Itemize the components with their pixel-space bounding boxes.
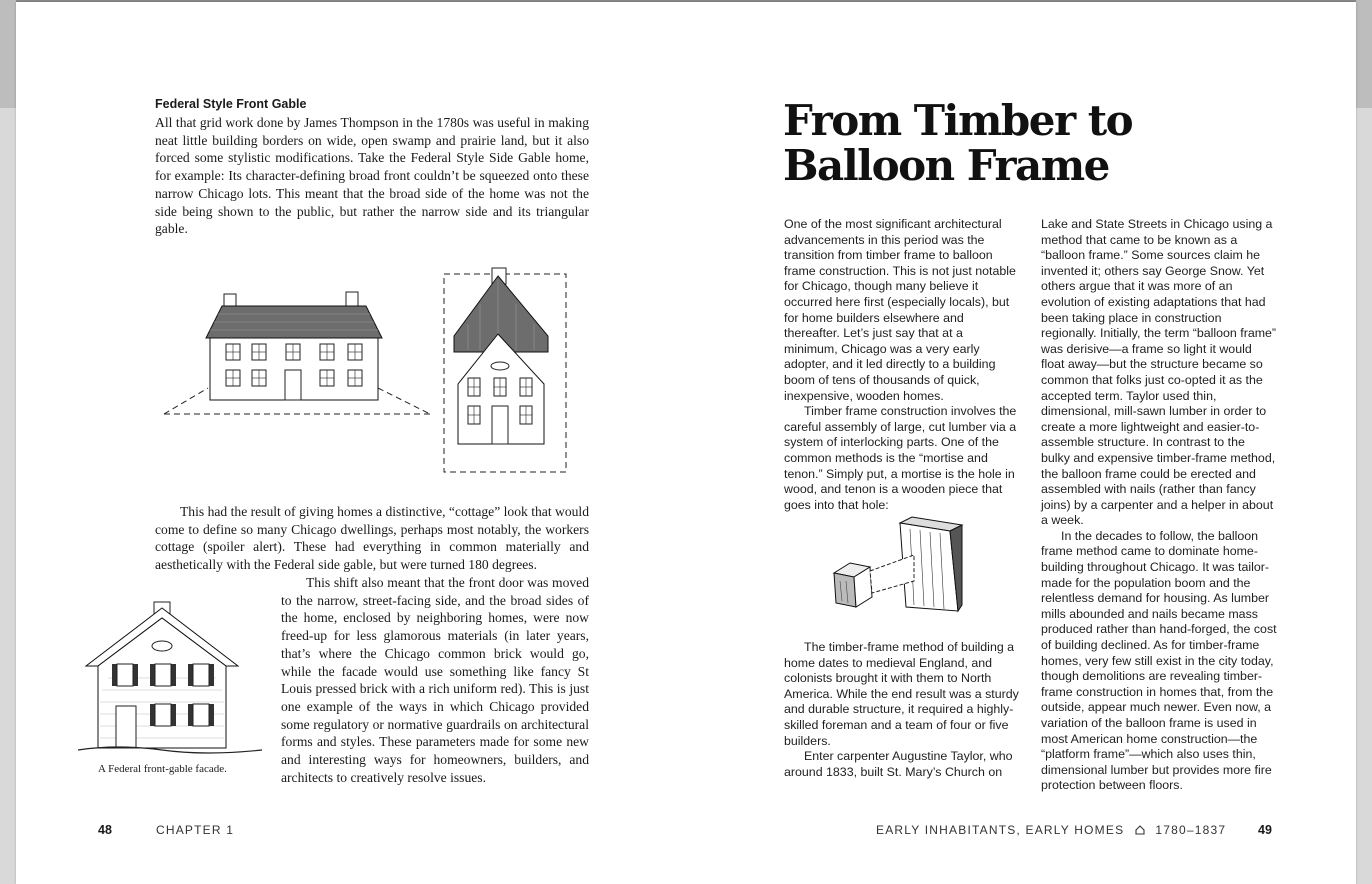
left-running-head: CHAPTER 1 xyxy=(156,823,235,837)
federal-front-gable-facade-illustration xyxy=(78,598,263,756)
col1-paragraph-3: The timber-frame method of building a home dates to medieval England, and colonists brought it with them to North America. While the end result was a sturdy and durable structure, it required a highly-skilled foreman and a team of four or five builders. xyxy=(784,640,1019,748)
col2-paragraph-2: In the decades to follow, the balloon frame method came to dominate home-building throughout Chicago. It was tailor-made for the population boom and the relentless demand for housing. As lumber mills abounded and nails became mass produced rather than hand-forged, the cost of building declined. As for timber-frame homes, very few still exist in the city today, though demolitions are revealing timber-frame construction in homes that, from the outside, appear much newer. Even now, a variation of the balloon frame is used in most American home construction—the “platform frame”—which also uses thin, dimensional lumber but provides more fire protection between floors. xyxy=(1041,528,1277,793)
left-page-number: 48 xyxy=(98,823,112,837)
col2-paragraph-1: Lake and State Streets in Chicago using a method that came to be known as a “balloon frame.” Some sources claim he invented it; others say George Snow. Yet others argue that it was more of an evolution of existing adaptations that had been taking place in construction regionally. Initially, the term “balloon frame” was derisive—a frame so light it would float away—but the structure became so common that folks just co-opted it as the accepted term. Taylor used thin, dimensional, mill-sawn lumber in order to create a more lightweight and easier-to-assemble structure. In contrast to the bulky and expensive timber-frame method, the balloon frame could be erected and assembled with nails (rather than fancy joins) by a carpenter and a helper in about a week. xyxy=(1041,217,1277,528)
right-page-number: 49 xyxy=(1258,823,1272,837)
running-head-text: EARLY INHABITANTS, EARLY HOMES xyxy=(876,823,1125,837)
front-gable-house-illustration xyxy=(440,264,570,476)
right-column-1-top xyxy=(784,217,1019,513)
left-paragraph-2: This had the result of giving homes a distinctive, “cottage” look that would come to define so many Chicago dwellings, perhaps most notably, the workers cottage (spoiler alert). These had everything in common materially and aesthetically with the Federal side gable, but were turned 180 degrees. xyxy=(155,504,589,573)
right-running-head xyxy=(876,823,1226,838)
section-subhead: Federal Style Front Gable xyxy=(155,97,307,111)
side-gable-house-illustration xyxy=(160,288,435,420)
left-paragraph-1: All that grid work done by James Thompson in the 1780s was useful in making neat little building borders on wide, open swamp and prairie land, but it also forced some stylistic modifications. Take the Federal Style Side Gable home, for example: Its character-defining broad front couldn’t be squeezed onto these narrow Chicago lots. This meant that the broad side of the home was not the side being shown to the public, but rather the narrow side and its triangular gable. xyxy=(155,115,589,237)
right-column-1-bottom xyxy=(784,640,1019,780)
running-head-dates: 1780–1837 xyxy=(1155,823,1227,837)
left-paragraph-3: This shift also meant that the front door was moved to the narrow, street-facing side, and the broad sides of the home, enclosed by neighboring homes, were now freed-up for less glamorous materials (in later years, that’s where the Chicago common brick would go, while the facade would use something like fancy St Louis pressed brick with a rich uniform red). This is just one example of the ways in which Chicago provided some regulatory or normative guardrails on architectural forms and styles. These parameters made for some new and interesting ways for homeowners, builders, and architects to creatively resolve issues. xyxy=(281,575,589,785)
title-line-2: Balloon Frame xyxy=(783,141,1109,190)
col1-paragraph-2: Timber frame construction involves the careful assembly of large, cut lumber via a system of interlocking parts. One of the common methods is the “mortise and tenon.” Simply put, a mortise is the hole in wood, and tenon is a wooden piece that goes into that hole: xyxy=(784,404,1017,512)
right-column-2 xyxy=(1041,217,1277,794)
col1-paragraph-1: One of the most significant architectural advancements in this period was the transition from timber frame to balloon frame construction. This is not just notable for Chicago, though many believe it occurred here first (especially locals), but for home builders elsewhere and thereafter. Let’s just say that at a minimum, Chicago was a very early adopter, and it led directly to a building boom of tens of thousands of quick, inexpensive, wooden homes. xyxy=(784,217,1016,403)
right-page-edge xyxy=(1356,0,1372,108)
mortise-and-tenon-illustration xyxy=(830,515,965,615)
figure-caption: A Federal front-gable facade. xyxy=(98,763,227,775)
title-line-1: From Timber to xyxy=(783,96,1133,145)
left-page-edge xyxy=(0,0,16,108)
chapter-section-title xyxy=(783,98,1132,188)
col1-paragraph-4: Enter carpenter Augustine Taylor, who around 1833, built St. Mary’s Church on xyxy=(784,749,1013,779)
house-outline-icon xyxy=(1135,824,1145,838)
